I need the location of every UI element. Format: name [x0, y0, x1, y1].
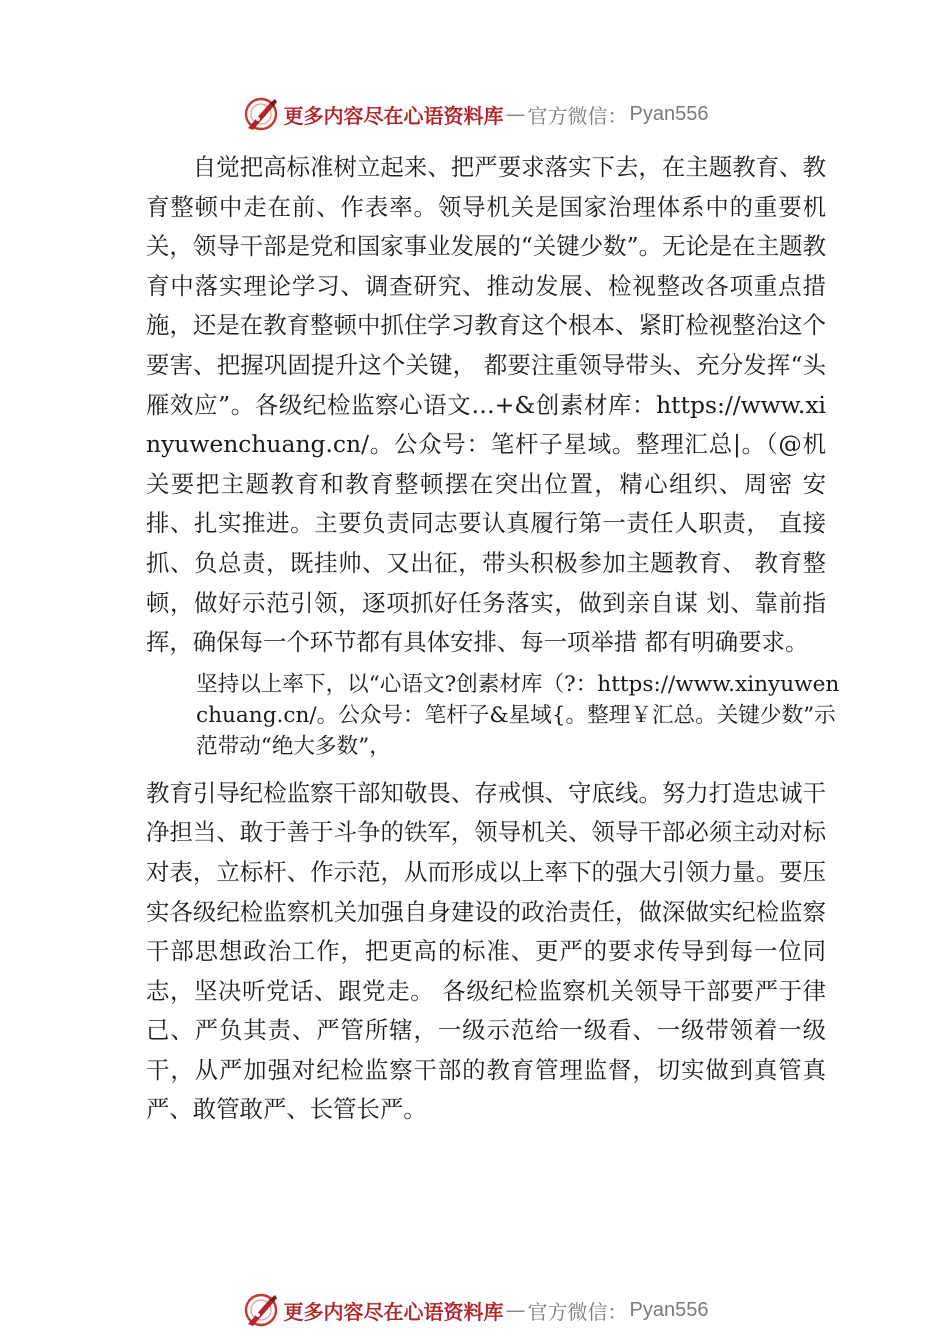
- document-body: [146, 148, 840, 1130]
- banner-dash: —: [505, 1298, 526, 1322]
- pen-nib-icon: [242, 1291, 280, 1329]
- banner-wechat-label: 官方微信：: [527, 1299, 628, 1324]
- banner-wechat-label: 官方微信：: [527, 103, 628, 128]
- pen-nib-icon: [242, 95, 280, 133]
- body-paragraph-1: 自觉把高标准树立起来、把严要求落实下去，在主题教育、教育整顿中走在前、作表率。领导机关是国家治理体系中的重要机关，领导干部是党和国家事业发展的“关键少数”。无论是在主题教育中落实理论学习、调查研究、推动发展、检视整改各项重点措施，还是在教育整顿中抓住学习教育这个根本、紧盯检视整治这个要害、把握巩固提升这个关键， 都要注重领导带头、充分发挥“头雁效应”。各级纪检监察心语文…+&创素材库：https://www.xinyuwenchuang.cn/。公众号：笔杆子星域。整理汇总|。（@机 关要把主题教育和教育整顿摆在突出位置，精心组织、周密 安排、扎实推进。主要负责同志要认真履行第一责任人职责， 直接抓、负总责，既挂帅、又出征，带头积极参加主题教育、 教育整顿，做好示范引领，逐项抓好任务落实，做到亲自谋 划、靠前指挥，确保每一个环节都有具体安排、每一项举措 都有明确要求。: [146, 153, 826, 657]
- banner-title: 更多内容尽在心语资料库: [283, 1299, 504, 1324]
- header-banner: [0, 94, 950, 134]
- banner-wechat-id: Pyan556: [629, 1298, 709, 1321]
- quoted-block: 坚持以上率下，以“心语文?创素材库（?：https://www.xinyuwenchuang.cn/。公众号：笔杆子&星域{。整理￥汇总。关键少数”示范带动“绝大多数”，: [196, 671, 840, 759]
- footer-banner: [0, 1290, 950, 1330]
- body-paragraph-2: 教育引导纪检监察干部知敬畏、存戒惧、守底线。努力打造忠诚干净担当、敢于善于斗争的铁军，领导机关、领导干部必须主动对标对表，立标杆、作示范，从而形成以上率下的强大引领力量。要压实各级纪检监察机关加强自身建设的政治责任，做深做实纪检监察干部思想政治工作，把更高的标准、更严的要求传导到每一位同志，坚决听党话、跟党走。 各级纪检监察机关领导干部要严于律己、严负其责、严管所辖，一级示范给一级看、一级带领着一级干，从严加强对纪检监察干部的教育管理监督，切实做到真管真严、敢管敢严、长管长严。: [146, 778, 826, 1124]
- banner-wechat-id: Pyan556: [629, 102, 709, 125]
- banner-title: 更多内容尽在心语资料库: [283, 103, 504, 128]
- banner-dash: —: [505, 102, 526, 126]
